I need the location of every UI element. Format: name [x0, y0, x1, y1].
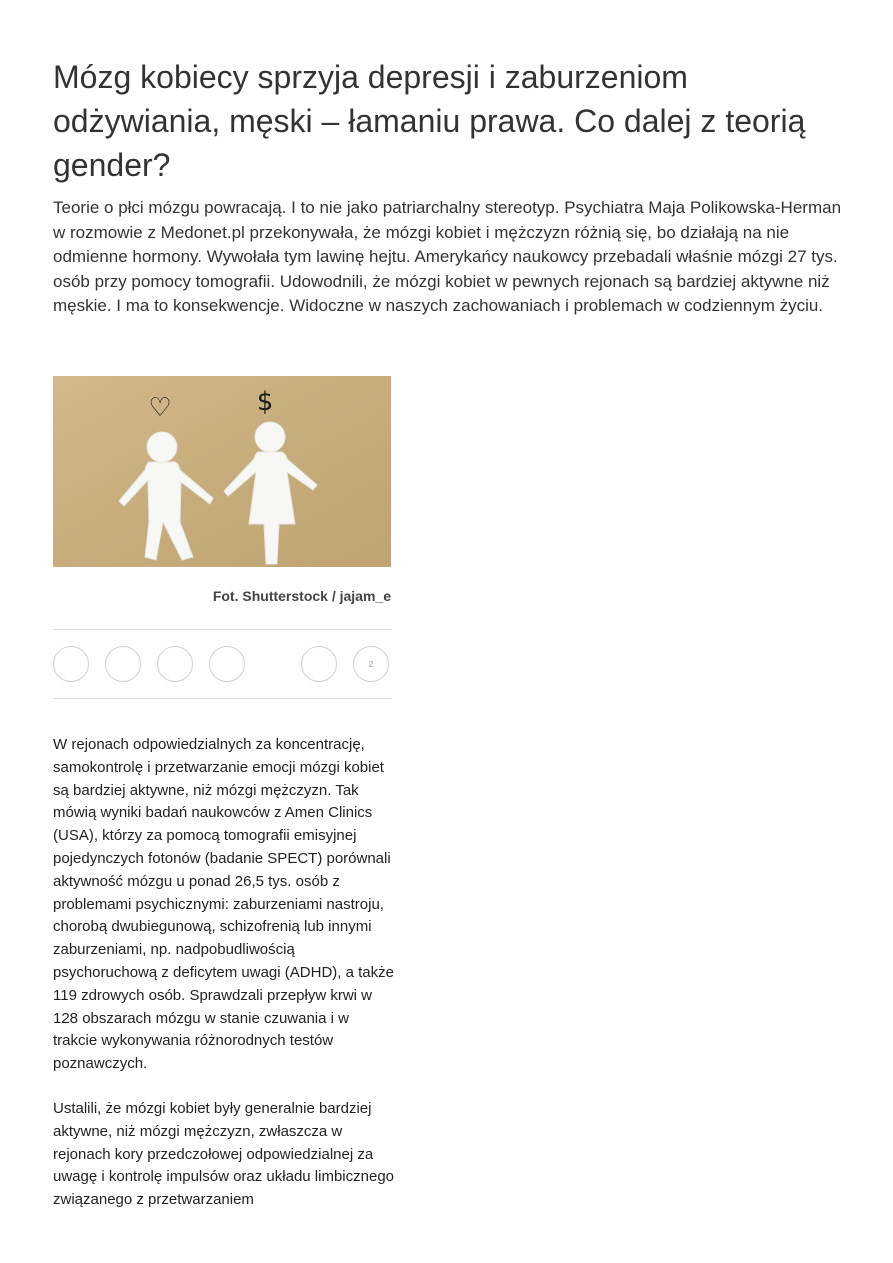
article-lead: Teorie o płci mózgu powracają. I to nie jako patriarchalny stereotyp. Psychiatra Maja Polikowska-Herman w rozmowie z Medonet.pl przekonywała, że mózgi kobiet i mężczyzn różnią się, bo działają na nie odmienne hormony. Wywołała tym lawinę hejtu. Amerykańcy naukowcy przebadali właśnie mózgi 27 tys. osób przy pomocy tomografii. Udowodnili, że mózgi kobiet w pewnych rejonach są bardziej aktywne niż męskie. I ma to konsekwencje. Widoczne w naszych zachowaniach i problemach w codziennym życiu.	[53, 198, 842, 315]
article-paragraph: W rejonach odpowiedzialnych za koncentrację, samokontrolę i przetwarzanie emocji mózgi kobiet są bardziej aktywne, niż mózgi mężczyzn. Tak mówią wyniki badań naukowców z Amen Clinics (USA), którzy za pomocą tomografii emisyjnej pojedynczych fotonów (badanie SPECT) porównali aktywność mózgu u ponad 26,5 tys. osób z problemami psychicznymi: zaburzeniami nastroju, chorobą dwubiegunową, schizofrenią lub innymi zaburzeniami, np. nadpobudliwością psychoruchową z deficytem uwagi (ADHD), a także 119 zdrowych osób. Sprawdzali przepływ krwi w 128 obszarach mózgu w stanie czuwania i w trakcie wykonywania różnorodnych testów poznawczych.	[53, 736, 394, 1073]
share-button-4[interactable]	[209, 646, 245, 682]
dollar-symbol: $	[256, 387, 274, 417]
comments-count-button[interactable]	[353, 646, 389, 682]
comments-count: 2	[368, 659, 374, 669]
photo-caption: Fot. Shutterstock / jajam_e	[212, 588, 391, 604]
article-title: Mózg kobiecy sprzyja depresji i zaburzeniom odżywiania, męski – łamaniu prawa. Co dalej z teorią gender?	[53, 59, 806, 183]
share-button-3[interactable]	[157, 646, 193, 682]
article-paragraph: Ustalili, że mózgi kobiet były generalnie bardziej aktywne, niż mózgi mężczyzn, zwłaszcza w rejonach kory przedczołowej odpowiedzialnej za uwagę i kontrolę impulsów oraz układu limbicznego związanego z przetwarzaniem	[53, 1099, 395, 1209]
heart-symbol: ♡	[148, 393, 172, 423]
share-button-1[interactable]	[53, 646, 89, 682]
share-button-2[interactable]	[105, 646, 141, 682]
article-photo	[53, 376, 391, 567]
article-body	[53, 734, 395, 1234]
comment-button[interactable]	[301, 646, 337, 682]
share-bar	[53, 629, 391, 699]
